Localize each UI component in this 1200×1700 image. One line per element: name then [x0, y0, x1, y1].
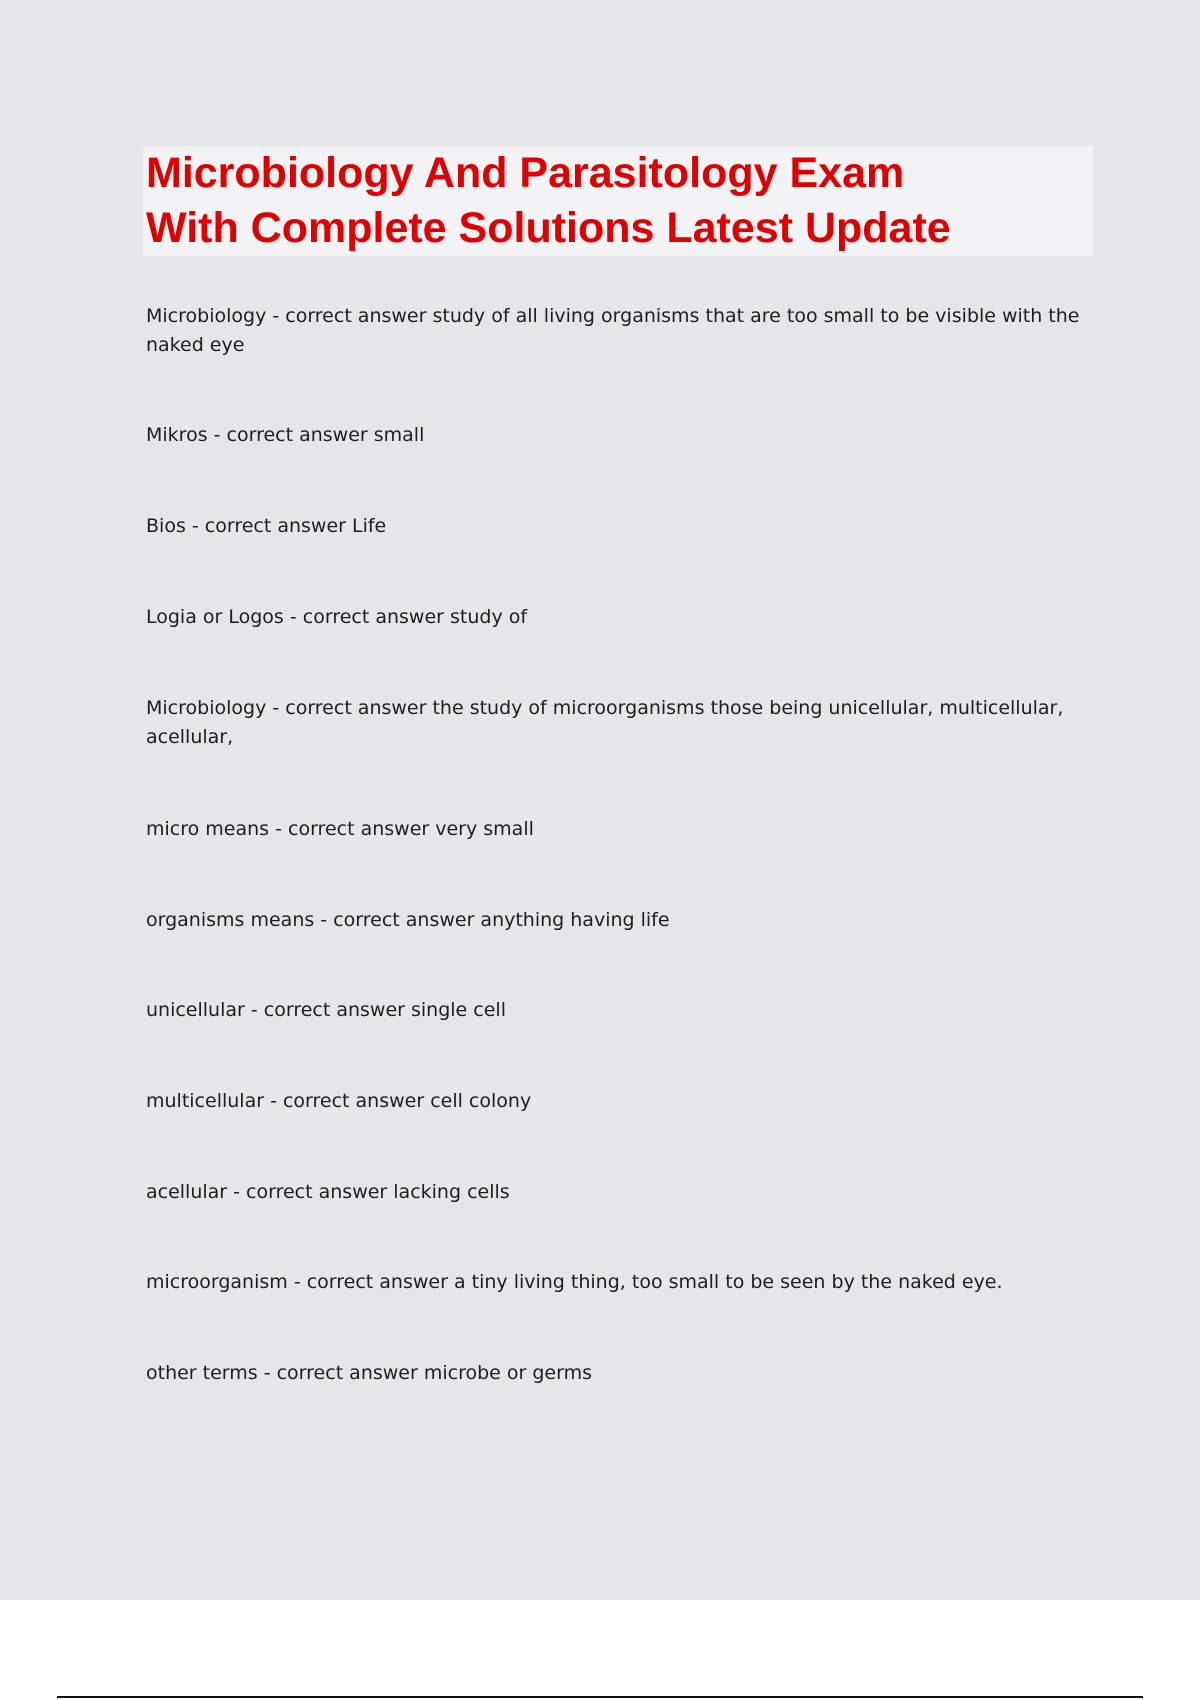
qa-entry: unicellular - correct answer single cell: [146, 999, 506, 1021]
title-line-2: With Complete Solutions Latest Update: [146, 204, 951, 252]
qa-entry: multicellular - correct answer cell colony: [146, 1090, 532, 1112]
qa-entry: Microbiology - correct answer the study of microorganisms those being unicellular, multicellular, acellular,: [146, 697, 1064, 748]
qa-entry: Logia or Logos - correct answer study of: [146, 606, 528, 628]
qa-entry: micro means - correct answer very small: [146, 818, 534, 840]
qa-entry: acellular - correct answer lacking cells: [146, 1181, 510, 1203]
qa-entry: Microbiology - correct answer study of all living organisms that are too small to be visible with the naked eye: [146, 305, 1080, 356]
document-title: [143, 146, 1093, 256]
qa-entry: other terms - correct answer microbe or germs: [146, 1362, 592, 1384]
qa-entry: organisms means - correct answer anything having life: [146, 909, 670, 931]
qa-entry: Mikros - correct answer small: [146, 424, 425, 446]
footer-divider: [57, 1696, 1143, 1698]
qa-entry: microorganism - correct answer a tiny living thing, too small to be seen by the naked eye.: [146, 1271, 1003, 1293]
qa-entry: Bios - correct answer Life: [146, 515, 387, 537]
title-line-1: Microbiology And Parasitology Exam: [146, 149, 905, 197]
page-footer: [0, 1600, 1200, 1700]
